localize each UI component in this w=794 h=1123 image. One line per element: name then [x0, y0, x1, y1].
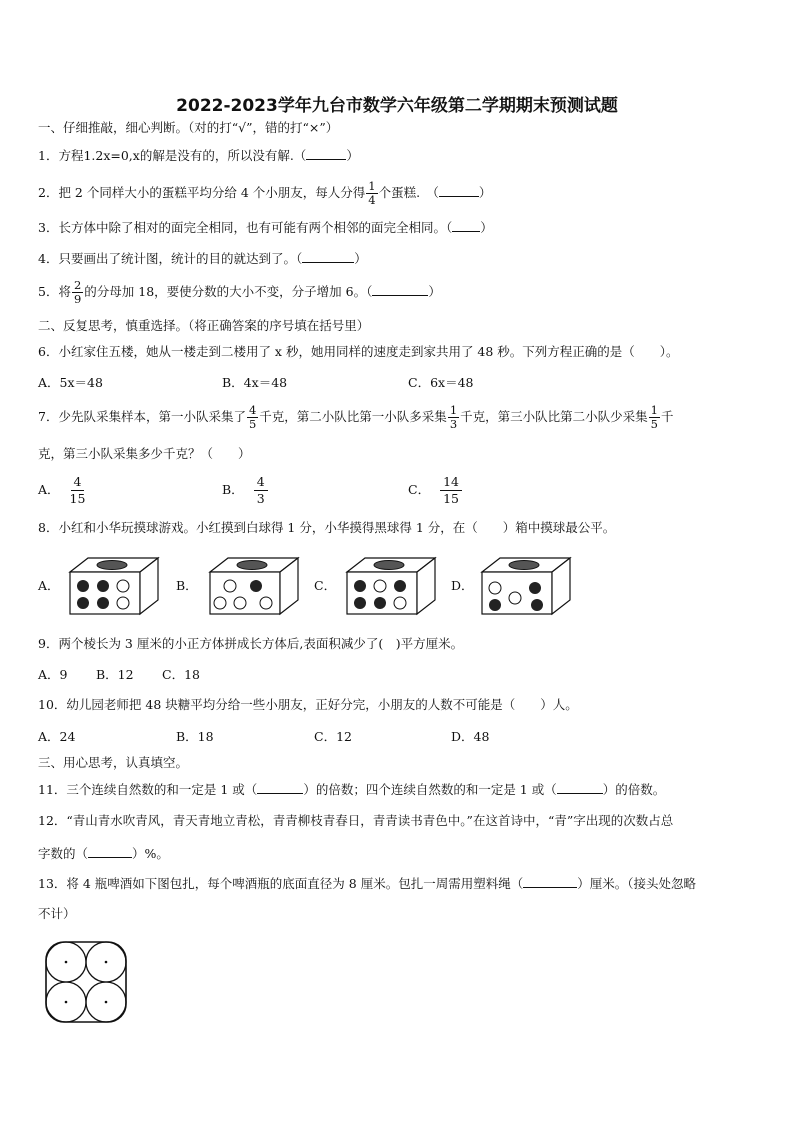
question-7: 7．少先队采集样本，第一小队采集了 $\frac{4}{5}$ 千克，第二小队比第一小队多采集 $\frac{1}{3}$ 千克，第三小队比第二小队少采集 $\frac{1}{5}$ 千: [38, 403, 674, 431]
option-d[interactable]: D．: [451, 578, 474, 593]
question-7-line-2: 克，第三小队采集多少千克？（ ）: [38, 446, 251, 461]
question-8: 8．小红和小华玩摸球游戏。小红摸到白球得 1 分，小华摸得黑球得 1 分，在（ ）箱中摸球最公平。: [38, 520, 616, 535]
answer-blank[interactable]: [88, 845, 132, 858]
question-4: 4．只要画出了统计图，统计的目的就达到了。（ ）: [38, 251, 367, 266]
section-heading-3: 三、用心思考，认真填空。: [38, 755, 189, 770]
question-text: 1．方程1.2x=0,x的解是没有的，所以没有解.（: [38, 148, 307, 163]
question-text: 5．将: [38, 284, 71, 299]
question-2: 2．把 2 个同样大小的蛋糕平均分给 4 个小朋友，每人分得 $\frac{1}{4}$ 个蛋糕. （ ）: [38, 179, 492, 207]
option-d[interactable]: D．48: [451, 729, 490, 744]
option-c[interactable]: C．6x＝48: [408, 375, 474, 390]
answer-blank[interactable]: [257, 781, 303, 794]
option-b[interactable]: B．: [176, 578, 198, 593]
question-6: 6．小红家住五楼，她从一楼走到二楼用了 x 秒，她用同样的速度走到家共用了 48 秒。下列方程正确的是（ ）。: [38, 344, 679, 359]
ball-box-c: [343, 556, 439, 618]
question-10: 10．幼儿园老师把 48 块糖平均分给一些小朋友，正好分完，小朋友的人数不可能是（ ）人。: [38, 697, 578, 712]
option-c[interactable]: C．18: [162, 667, 200, 682]
fraction: $\frac{4}{5}$: [248, 403, 257, 431]
option-c[interactable]: C．12: [314, 729, 352, 744]
question-12-line-2: 字数的（ ）%。: [38, 846, 169, 861]
question-1: 1．方程1.2x=0,x的解是没有的，所以没有解.（ ）: [38, 148, 359, 163]
option-b[interactable]: B．12: [96, 667, 134, 682]
answer-blank[interactable]: [302, 250, 354, 263]
ball-box-a: [66, 556, 162, 618]
option-a[interactable]: A．5x＝48: [38, 375, 103, 390]
option-b[interactable]: B．18: [176, 729, 214, 744]
answer-blank[interactable]: [439, 184, 479, 197]
option-b[interactable]: B． $\frac{4}{3}$: [222, 474, 268, 507]
fraction: $\frac{1}{4}$: [368, 179, 376, 207]
section-heading-1: 一、仔细推敲，细心判断。（对的打“√”，错的打“×”）: [38, 120, 339, 135]
question-text: 7．少先队采集样本，第一小队采集了: [38, 409, 246, 424]
answer-blank[interactable]: [306, 147, 346, 160]
question-text: 3．长方体中除了相对的面完全相同，也有可能有两个相邻的面完全相同。（: [38, 220, 453, 235]
question-11: 11．三个连续自然数的和一定是 1 或（ ）的倍数；四个连续自然数的和一定是 1 或（ ）的倍数。: [38, 782, 666, 797]
option-b[interactable]: B．4x＝48: [222, 375, 288, 390]
answer-blank[interactable]: [452, 219, 480, 232]
question-3: 3．长方体中除了相对的面完全相同，也有可能有两个相邻的面完全相同。（ ）: [38, 220, 493, 235]
fraction: $\frac{1}{5}$: [650, 403, 658, 431]
option-c[interactable]: C． $\frac{14}{15}$: [408, 474, 462, 507]
fraction: $\frac{4}{15}$: [69, 474, 86, 506]
ball-box-d: [478, 556, 574, 618]
option-a[interactable]: A．24: [38, 729, 76, 744]
fraction: $\frac{4}{3}$: [254, 474, 268, 507]
answer-blank[interactable]: [372, 283, 428, 296]
ball-box-b: [206, 556, 302, 618]
question-9: 9．两个棱长为 3 厘米的小正方体拼成长方体后,表面积减少了( )平方厘米。: [38, 636, 464, 651]
option-a[interactable]: A． $\frac{4}{15}$: [38, 474, 86, 506]
option-a[interactable]: A．: [38, 578, 60, 593]
page-title: 2022-2023学年九台市数学六年级第二学期期末预测试题: [176, 96, 618, 116]
question-13: 13．将 4 瓶啤酒如下图包扎，每个啤酒瓶的底面直径为 8 厘米。包扎一周需用塑料绳（ ）厘米。（接头处忽略: [38, 876, 696, 891]
question-12: 12．“青山青水吹青风，青天青地立青松，青青柳枝青春日，青青读书青色中。”在这首诗中，“青”字出现的次数占总: [38, 813, 674, 828]
question-5: 5．将 $\frac{2}{9}$ 的分母加 18，要使分数的大小不变，分子增加 6。（ ）: [38, 278, 441, 306]
fraction: $\frac{14}{15}$: [440, 474, 462, 507]
fraction: $\frac{1}{3}$: [449, 403, 458, 431]
question-text: 4．只要画出了统计图，统计的目的就达到了。（: [38, 251, 303, 266]
option-a[interactable]: A．9: [38, 667, 68, 682]
option-c[interactable]: C．: [314, 578, 337, 593]
question-13-line-2: 不计）: [38, 906, 76, 921]
fraction: $\frac{2}{9}$: [73, 278, 82, 306]
answer-blank[interactable]: [523, 875, 577, 888]
section-heading-2: 二、反复思考，慎重选择。（将正确答案的序号填在括号里）: [38, 318, 370, 333]
bottles-diagram: [44, 940, 130, 1026]
question-text: 13．将 4 瓶啤酒如下图包扎，每个啤酒瓶的底面直径为 8 厘米。包扎一周需用塑料绳（: [38, 876, 524, 891]
question-text: 2．把 2 个同样大小的蛋糕平均分给 4 个小朋友，每人分得: [38, 185, 366, 200]
answer-blank[interactable]: [557, 781, 603, 794]
question-text: 11．三个连续自然数的和一定是 1 或（: [38, 782, 258, 797]
